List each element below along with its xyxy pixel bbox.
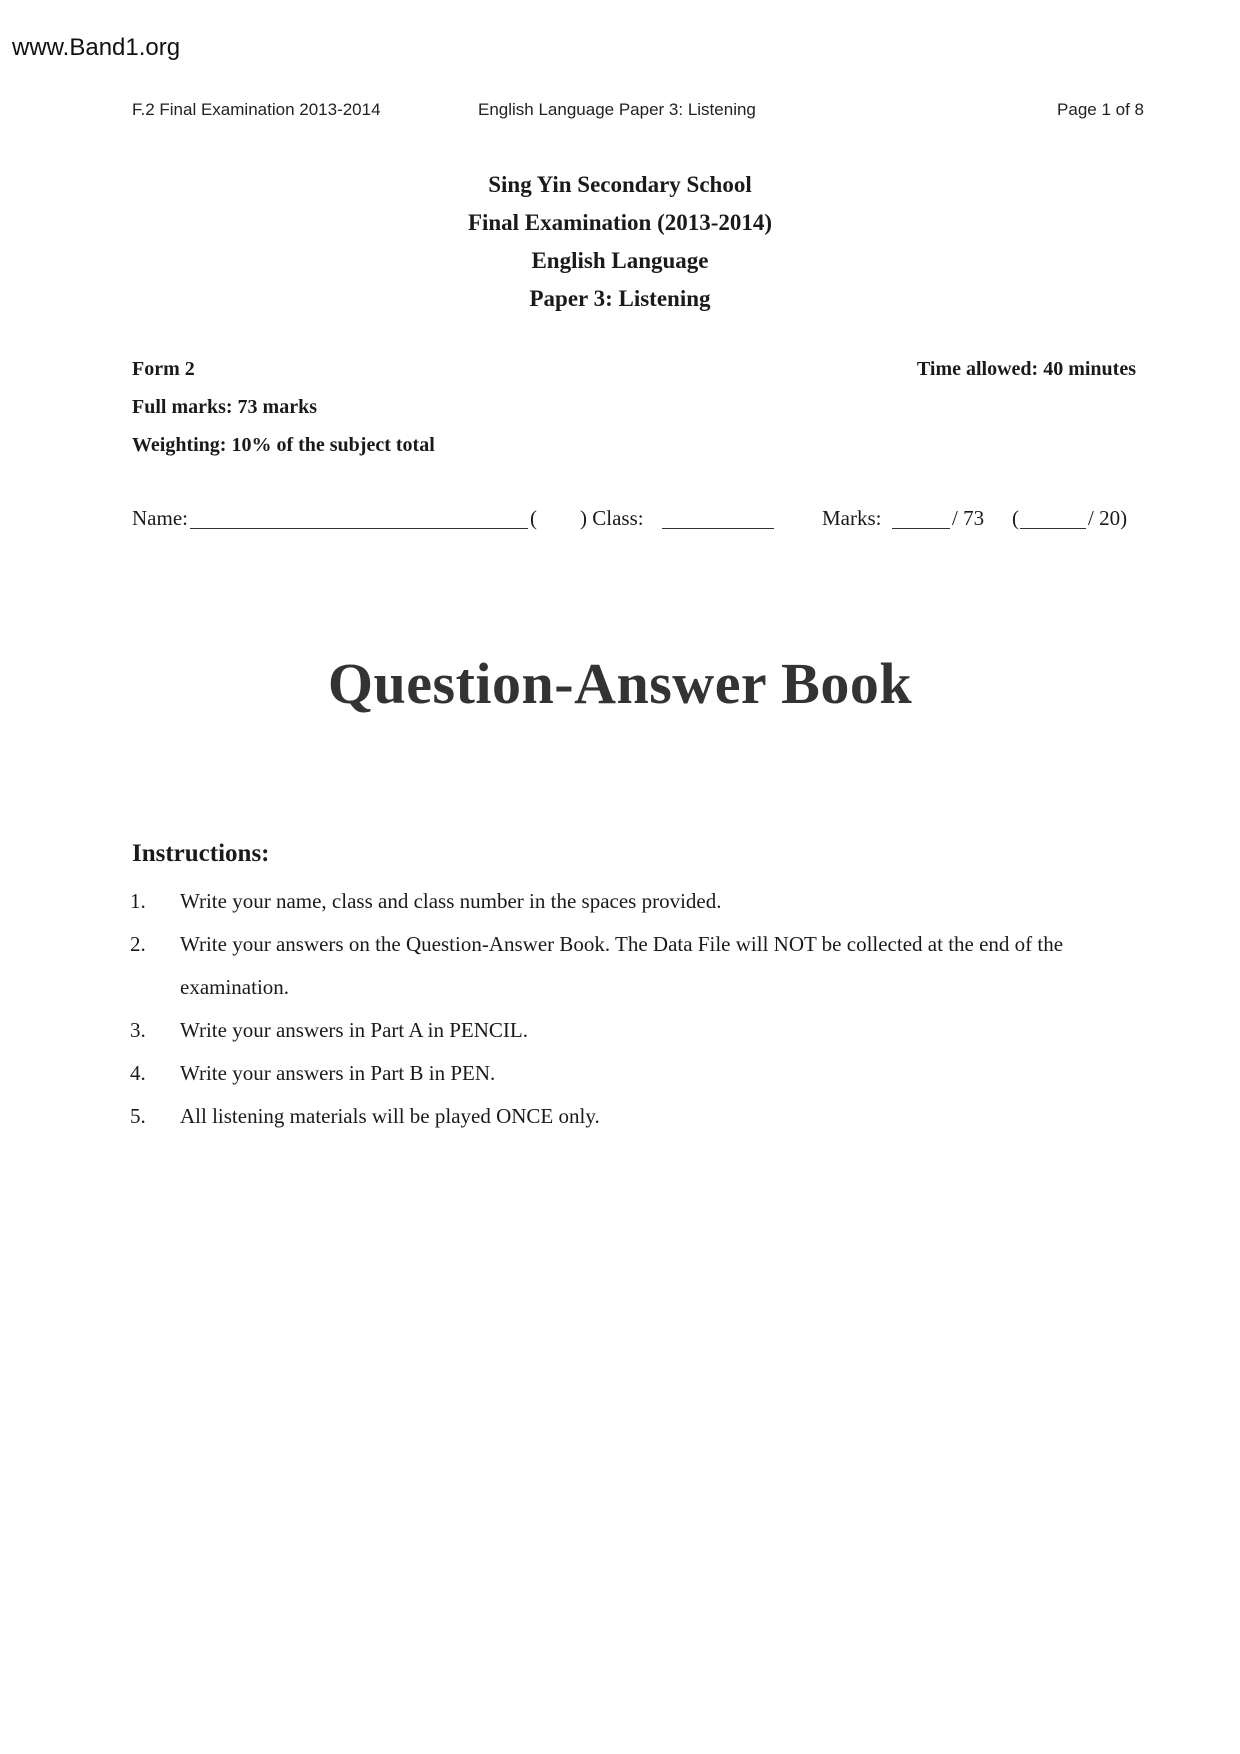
candidate-info-row	[132, 506, 1142, 536]
class-label: ) Class:	[580, 506, 644, 530]
full-marks: Full marks: 73 marks	[132, 396, 317, 418]
instruction-text: Write your name, class and class number in the spaces provided.	[180, 889, 722, 913]
class-field[interactable]	[662, 528, 774, 529]
instruction-text: Write your answers in Part A in PENCIL.	[180, 1018, 528, 1042]
instructions-heading: Instructions:	[132, 840, 270, 867]
instruction-number: 2.	[130, 932, 146, 956]
weighting: Weighting: 10% of the subject total	[132, 434, 435, 456]
paper-name: Paper 3: Listening	[529, 286, 711, 311]
instructions-list	[130, 880, 1130, 1138]
instruction-text: Write your answers in Part B in PEN.	[180, 1061, 496, 1085]
marks-label: Marks:	[822, 506, 882, 530]
instruction-item	[130, 1052, 1130, 1095]
instruction-number: 4.	[130, 1061, 146, 1085]
scaled-marks-open-paren: (	[1012, 506, 1019, 530]
instruction-item	[130, 1009, 1130, 1052]
watermark-text: www.Band1.org	[12, 34, 181, 61]
name-label: Name:	[132, 506, 188, 530]
instruction-number: 5.	[130, 1104, 146, 1128]
instruction-item	[130, 923, 1130, 1009]
scaled-marks-field[interactable]	[1020, 528, 1086, 529]
exam-name: Final Examination (2013-2014)	[467, 210, 773, 235]
instruction-text: Write your answers on the Question-Answer Book. The Data File will NOT be collected at the end of the examination.	[180, 932, 1064, 999]
form-level: Form 2	[132, 358, 195, 380]
school-name: Sing Yin Secondary School	[488, 172, 752, 197]
school-title-block	[0, 166, 1240, 318]
page-number: Page 1 of 8	[1057, 100, 1144, 119]
instruction-number: 3.	[130, 1018, 146, 1042]
class-number-open-paren: (	[530, 506, 537, 530]
time-allowed: Time allowed: 40 minutes	[916, 358, 1136, 380]
instruction-item	[130, 880, 1130, 923]
running-header-center: English Language Paper 3: Listening	[478, 100, 756, 119]
marks-field[interactable]	[892, 528, 950, 529]
scaled-marks-total: / 20)	[1088, 506, 1128, 530]
name-field[interactable]	[190, 528, 528, 529]
instruction-text: All listening materials will be played ONCE only.	[180, 1104, 600, 1128]
running-header-left: F.2 Final Examination 2013-2014	[132, 100, 381, 119]
marks-total: / 73	[952, 506, 985, 530]
instruction-number: 1.	[130, 889, 146, 913]
subject-name: English Language	[531, 248, 709, 273]
book-title: Question-Answer Book	[327, 651, 913, 716]
instruction-item	[130, 1095, 1130, 1138]
